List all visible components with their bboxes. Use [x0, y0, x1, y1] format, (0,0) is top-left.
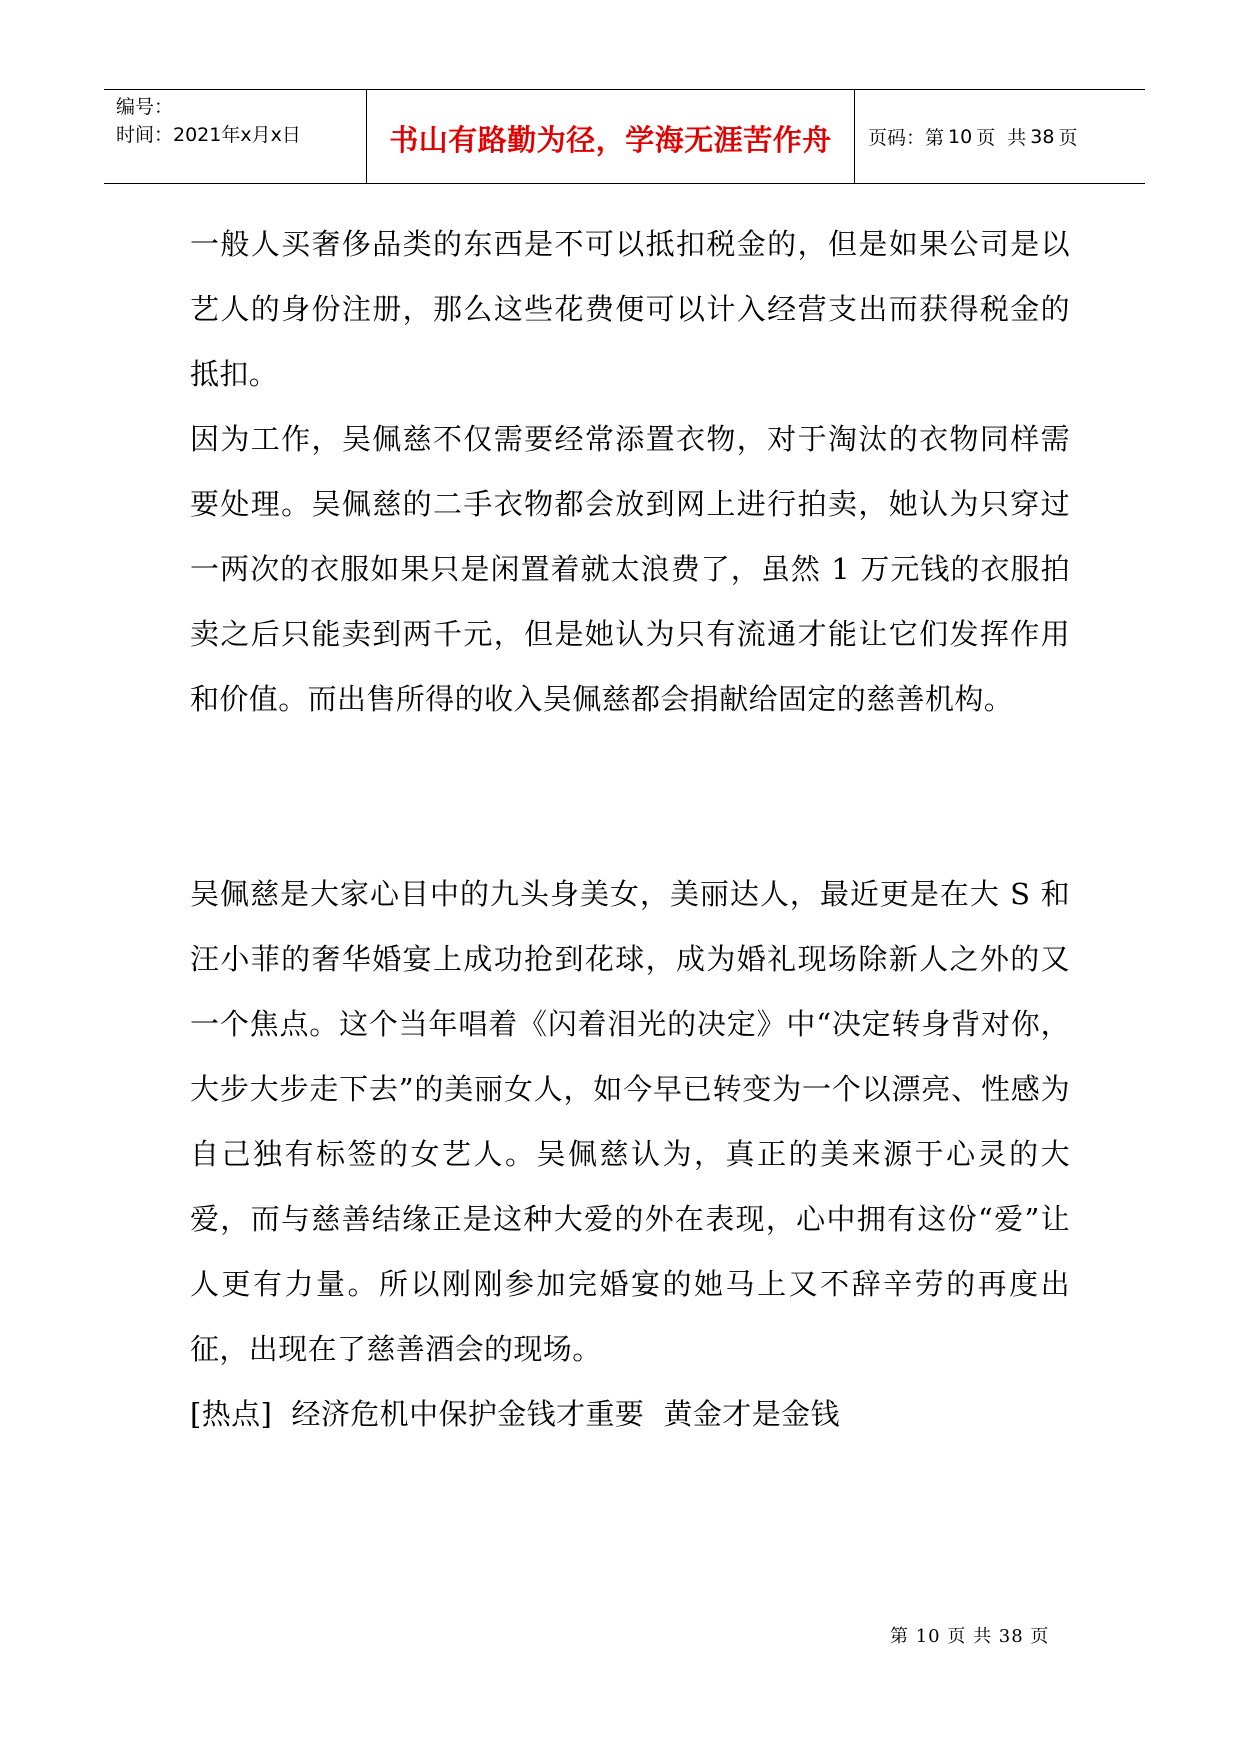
document-body [190, 212, 1070, 1447]
header-page-cell [855, 90, 1145, 183]
page-current: 10 [948, 125, 973, 148]
header-motto: 书山有路勤为径，学海无涯苦作舟 [389, 123, 832, 157]
header-motto-cell [367, 90, 855, 183]
document-header [104, 89, 1145, 184]
paragraph-tax-deduction: 一般人买奢侈品类的东西是不可以抵扣税金的，但是如果公司是以艺人的身份注册，那么这些花费便可以计入经营支出而获得税金的抵扣。 [190, 227, 1070, 391]
document-time-label: 时间：2021年x月x日 [116, 124, 301, 146]
document-number-label: 编号： [116, 96, 174, 118]
page-total: 38 [1030, 125, 1055, 148]
page-label-prefix: 页码：第 [868, 127, 945, 149]
paragraph-clothing-auction: 因为工作，吴佩慈不仅需要经常添置衣物，对于淘汰的衣物同样需要处理。吴佩慈的二手衣物都会放到网上进行拍卖，她认为只穿过一两次的衣服如果只是闲置着就太浪费了，虽然 1 万元钱的衣服拍卖之后只能卖到两千元，但是她认为只有流通才能让它们发挥作用和价值。而出售所得的收入吴佩慈都会捐献给固定的慈善机构。 [190, 422, 1070, 716]
page-label-suffix: 页 [1058, 127, 1078, 149]
header-info-cell [104, 90, 367, 183]
paragraph-gap [190, 732, 1070, 862]
paragraph-hot-topic: [热点] 经济危机中保护金钱才重要 黄金才是金钱 [190, 1397, 840, 1431]
page-label-mid: 页 共 [976, 127, 1027, 149]
page-footer: 第 10 页 共 38 页 [890, 1626, 1050, 1647]
paragraph-charity-event: 吴佩慈是大家心目中的九头身美女，美丽达人，最近更是在大 S 和汪小菲的奢华婚宴上成功抢到花球，成为婚礼现场除新人之外的又一个焦点。这个当年唱着《闪着泪光的决定》中“决定转身背对你，大步大步走下去”的美丽女人，如今早已转变为一个以漂亮、性感为自己独有标签的女艺人。吴佩慈认为，真正的美来源于心灵的大爱，而与慈善结缘正是这种大爱的外在表现，心中拥有这份“爱”让人更有力量。所以刚刚参加完婚宴的她马上又不辞辛劳的再度出征，出现在了慈善酒会的现场。 [190, 877, 1070, 1366]
